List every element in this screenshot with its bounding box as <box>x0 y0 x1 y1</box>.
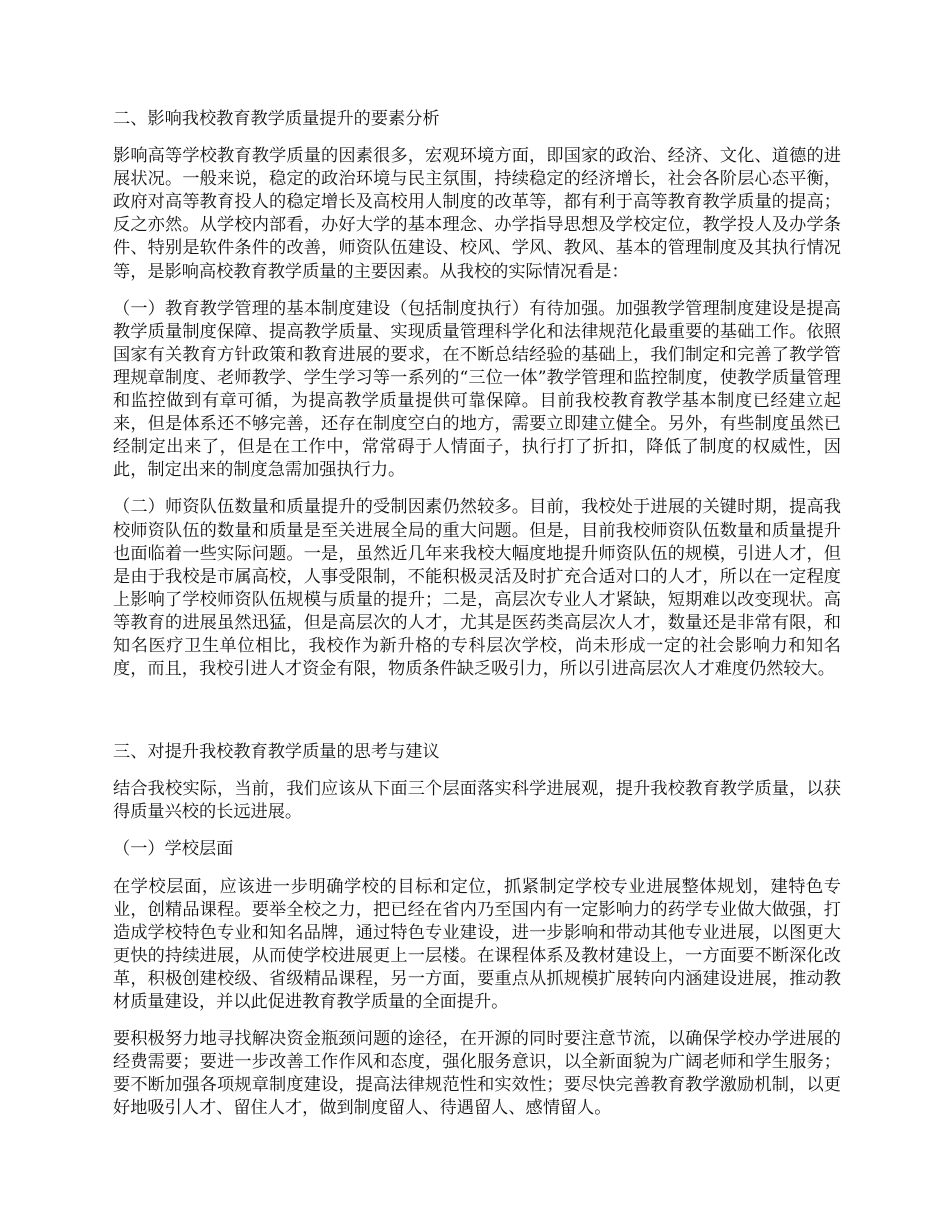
section-3-intro-paragraph: 结合我校实际，当前，我们应该从下面三个层面落实科学进展观，提升我校教育教学质量，以获得质量兴校的长远进展。 <box>113 779 841 823</box>
section-2-point-1-paragraph: （一）教育教学管理的基本制度建设（包括制度执行）有待加强。加强教学管理制度建设是提高教学质量制度保障、提高教学质量、实现质量管理科学化和法律规范化最重要的基础工作。依照国家有关教育方针政策和教育进展的要求，在不断总结经验的基础上，我们制定和完善了教学管理规章制度、老师教学、学生学习等一系列的“三位一体”教学管理和监控制度，使教学质量管理和监控做到有章可循，为提高教学质量提供可靠保障。目前我校教育教学基本制度已经建立起来，但是体系还不够完善，还存在制度空白的地方，需要立即建立健全。另外，有些制度虽然已经制定出来了，但是在工作中，常常碍于人情面子，执行打了折扣，降低了制度的权威性，因此，制定出来的制度急需加强执行力。 <box>113 298 841 481</box>
section-3-heading: 三、对提升我校教育教学质量的思考与建议 <box>113 742 440 763</box>
section-3-paragraph-2: 要积极努力地寻找解决资金瓶颈问题的途径，在开源的同时要注意节流，以确保学校办学进展的经费需要；要进一步改善工作作风和态度，强化服务意识，以全新面貌为广阔老师和学生服务；要不断加强各项规章制度建设，提高法律规范性和实效性；要尽快完善教育教学激励机制，以更好地吸引人才、留住人才，做到制度留人、待遇留人、感情留人。 <box>113 1029 841 1119</box>
section-3-subheading: （一）学校层面 <box>113 839 234 860</box>
section-divider-space <box>113 695 841 741</box>
section-2-heading: 二、影响我校教育教学质量提升的要素分析 <box>113 109 440 129</box>
section-3-paragraph-1: 在学校层面，应该进一步明确学校的目标和定位，抓紧制定学校专业进展整体规划，建特色专业，创精品课程。要举全校之力，把已经在省内乃至国内有一定影响力的药学专业做大做强，打造成学校特色专业和知名品牌，通过特色专业建设，进一步影响和带动其他专业进展，以图更大更快的持续进展，从而使学校进展更上一层楼。在课程体系及教材建设上，一方面要不断深化改革，积极创建校级、省级精品课程，另一方面，要重点从抓规模扩展转向内涵建设进展，推动教材质量建设，并以此促进教育教学质量的全面提升。 <box>113 876 841 1012</box>
document-page <box>113 108 841 1134</box>
section-2-intro-paragraph: 影响高等学校教育教学质量的因素很多，宏观环境方面，即国家的政治、经济、文化、道德的进展状况。一般来说，稳定的政治环境与民主氛围，持续稳定的经济增长，社会各阶层心态平衡，政府对高等教育投人的稳定增长及高校用人制度的改革等，都有利于高等教育教学质量的提高；反之亦然。从学校内部看，办好大学的基本理念、办学指导思想及学校定位，教学投人及办学条件、特别是软件条件的改善，师资队伍建设、校风、学风、教风、基本的管理制度及其执行情况等，是影响高校教育教学质量的主要因素。从我校的实际情况看是： <box>113 146 841 282</box>
section-2-point-2-paragraph: （二）师资队伍数量和质量提升的受制因素仍然较多。目前，我校处于进展的关键时期，提高我校师资队伍的数量和质量是至关进展全局的重大问题。但是，目前我校师资队伍数量和质量提升也面临着一些实际问题。一是，虽然近几年来我校大幅度地提升师资队伍的规模，引进人才，但是由于我校是市属高校，人事受限制，不能积极灵活及时扩充合适对口的人才，所以在一定程度上影响了学校师资队伍规模与质量的提升；二是，高层次专业人才紧缺，短期难以改变现状。高等教育的进展虽然迅猛，但是高层次的人才，尤其是医药类高层次人才，数量还是非常有限，和知名医疗卫生单位相比，我校作为新升格的专科层次学校，尚未形成一定的社会影响力和知名度，而且，我校引进人才资金有限，物质条件缺乏吸引力，所以引进高层次人才难度仍然较大。 <box>113 497 841 680</box>
